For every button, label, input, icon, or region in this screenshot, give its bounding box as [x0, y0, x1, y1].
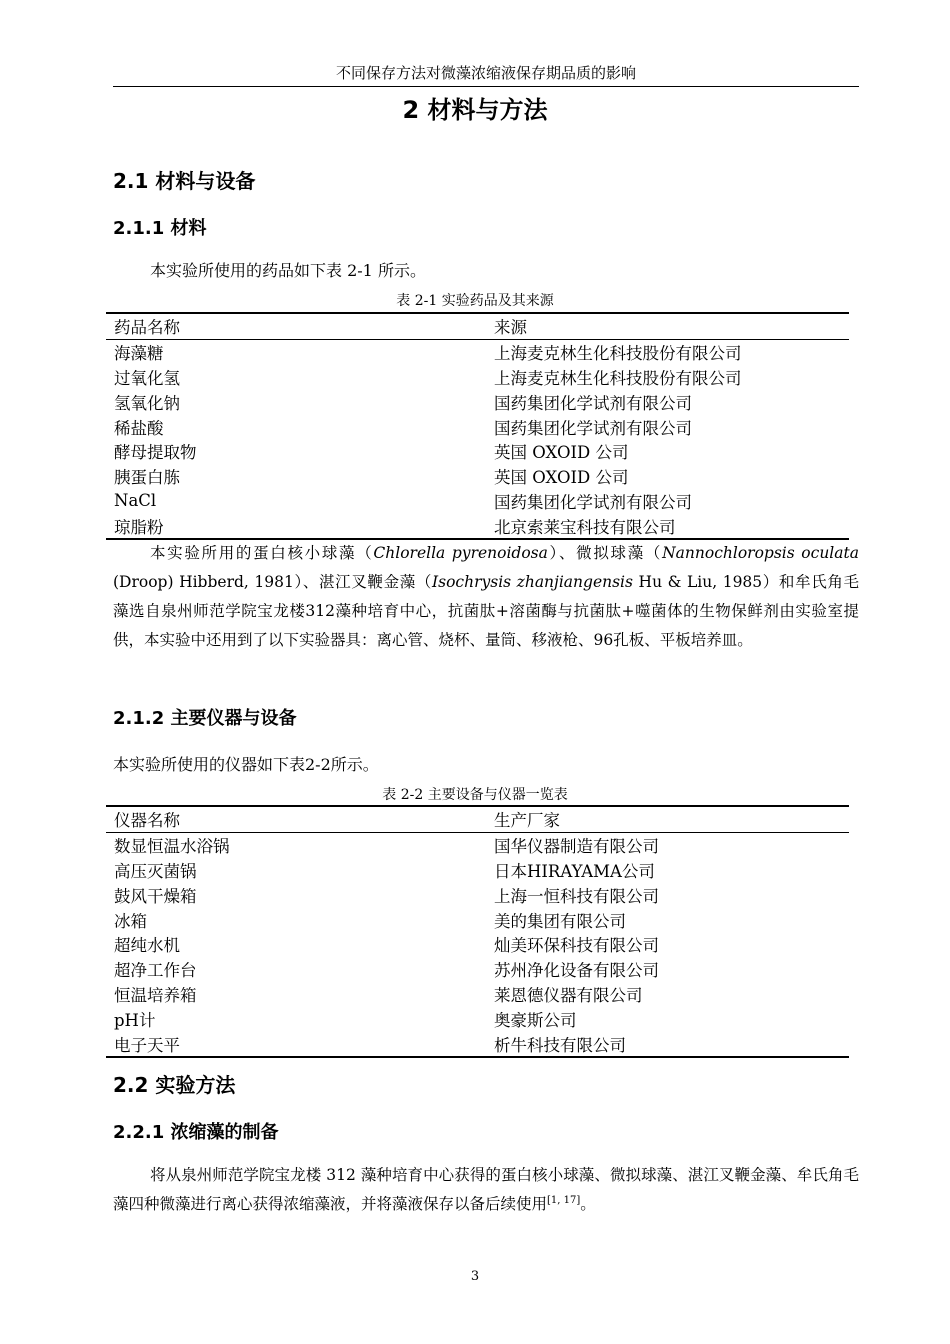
table-row [106, 489, 849, 514]
table-row [106, 907, 849, 932]
table-row [106, 340, 849, 365]
text-run: 。 [580, 1195, 596, 1213]
text-run: ）、微拟球藻（ [547, 544, 663, 562]
table-row [106, 439, 849, 464]
text-run: (Droop) Hibberd, 1981）、湛江叉鞭金藻（ [113, 573, 432, 591]
table-cell: 超净工作台 [114, 961, 197, 981]
table-row [106, 932, 849, 957]
chapter-title: 2 材料与方法 [402, 96, 548, 124]
table-cell: 日本HIRAYAMA公司 [494, 861, 655, 881]
table-cell: 超纯水机 [114, 936, 180, 956]
table-cell: 氢氧化钠 [114, 393, 180, 413]
section-heading-2-1: 2.1 材料与设备 [113, 169, 256, 193]
table-row [106, 882, 849, 907]
section-heading-2-1-2: 2.1.2 主要仪器与设备 [113, 708, 297, 729]
table-cell: 国药集团化学试剂有限公司 [494, 393, 692, 413]
table-cell: 美的集团有限公司 [494, 911, 626, 931]
table-row [106, 1006, 849, 1031]
running-header: 不同保存方法对微藻浓缩液保存期品质的影响 [335, 64, 636, 82]
species-name: Chlorella pyrenoidosa [373, 544, 548, 562]
table-cell: 上海麦克林生化科技股份有限公司 [494, 368, 742, 388]
table-cell: 奥豪斯公司 [494, 1010, 577, 1030]
materials-paragraph [113, 539, 859, 655]
table1-caption: 表 2-1 实验药品及其来源 [396, 293, 554, 309]
column-header: 来源 [494, 318, 527, 338]
table-row [106, 365, 849, 390]
table-header-row [106, 314, 849, 339]
table-cell: NaCl [114, 491, 157, 511]
section-heading-2-2: 2.2 实验方法 [113, 1073, 236, 1097]
table2-caption: 表 2-2 主要设备与仪器一览表 [382, 787, 568, 803]
table-cell: 析牛科技有限公司 [494, 1035, 626, 1055]
table-cell: 胰蛋白胨 [114, 468, 180, 488]
table-cell: 过氧化氢 [114, 368, 180, 388]
table-cell: 琼脂粉 [114, 517, 164, 537]
table-header-row [106, 807, 849, 832]
text-run: 将从泉州师范学院宝龙楼 312 藻种培育中心获得的蛋白核小球藻、微拟球藻、湛江叉鞭金藻、牟氏角毛藻四种微藻进行离心获得浓缩藻液，并将藻液保存以备后续使用 [113, 1166, 859, 1213]
table-cell: 国药集团化学试剂有限公司 [494, 418, 692, 438]
table-cell: 海藻糖 [114, 344, 164, 364]
table-cell: 高压灭菌锅 [114, 861, 197, 881]
table-cell: 莱恩德仪器有限公司 [494, 985, 643, 1005]
table-row [106, 957, 849, 982]
column-header: 生产厂家 [494, 811, 560, 831]
table-cell: 电子天平 [114, 1035, 180, 1055]
table-row [106, 982, 849, 1007]
header-rule [113, 86, 859, 87]
table-cell: 酵母提取物 [114, 443, 197, 463]
section-heading-2-1-1: 2.1.1 材料 [113, 218, 207, 239]
table-cell: 稀盐酸 [114, 418, 164, 438]
page-number: 3 [470, 1269, 480, 1284]
table-cell: 冰箱 [114, 911, 147, 931]
column-header: 仪器名称 [114, 811, 180, 831]
table-cell: 上海麦克林生化科技股份有限公司 [494, 344, 742, 364]
table-bottom-rule [106, 1056, 849, 1058]
column-header: 药品名称 [114, 318, 180, 338]
table-cell: 灿美环保科技有限公司 [494, 936, 659, 956]
preparation-paragraph [113, 1161, 859, 1219]
table-row [106, 513, 849, 538]
table-cell: 英国 OXOID 公司 [494, 443, 629, 463]
section-heading-2-2-1: 2.2.1 浓缩藻的制备 [113, 1122, 279, 1143]
table-cell: 鼓风干燥箱 [114, 886, 197, 906]
species-name: Isochrysis zhanjiangensis [432, 573, 633, 591]
table-cell: 苏州净化设备有限公司 [494, 961, 659, 981]
citation: [1, 17] [547, 1194, 581, 1206]
table-row [106, 389, 849, 414]
table-cell: 北京索莱宝科技有限公司 [494, 517, 676, 537]
table-cell: 国华仪器制造有限公司 [494, 837, 659, 857]
table-row [106, 464, 849, 489]
table-cell: 国药集团化学试剂有限公司 [494, 492, 692, 512]
text-run: 本实验所用的蛋白核小球藻（ [150, 544, 374, 562]
table-cell: 上海一恒科技有限公司 [494, 886, 659, 906]
table-row [106, 414, 849, 439]
table-cell: 数显恒温水浴锅 [114, 837, 230, 857]
table-row [106, 858, 849, 883]
species-name: Nannochloropsis oculata [662, 544, 859, 562]
text-run: Hu & Liu, 1985）和牟氏角毛藻选自泉州师范学院宝龙楼312藻种培育中心，抗菌肽+溶菌酶与抗菌肽+噬菌体的生物保鲜剂由实验室提供，本实验中还用到了以下实验器具：离心管、烧杯、量筒、移液枪、96孔板、平板培养皿。 [113, 573, 859, 649]
table-row [106, 833, 849, 858]
table2-intro: 本实验所使用的仪器如下表2-2所示。 [113, 755, 379, 774]
table-drugs [106, 312, 849, 540]
table-cell: 英国 OXOID 公司 [494, 468, 629, 488]
table1-intro: 本实验所使用的药品如下表 2-1 所示。 [150, 261, 426, 280]
table-instruments [106, 805, 849, 1058]
table-cell: 恒温培养箱 [114, 985, 197, 1005]
table-cell: pH计 [114, 1010, 156, 1030]
table-row [106, 1031, 849, 1056]
